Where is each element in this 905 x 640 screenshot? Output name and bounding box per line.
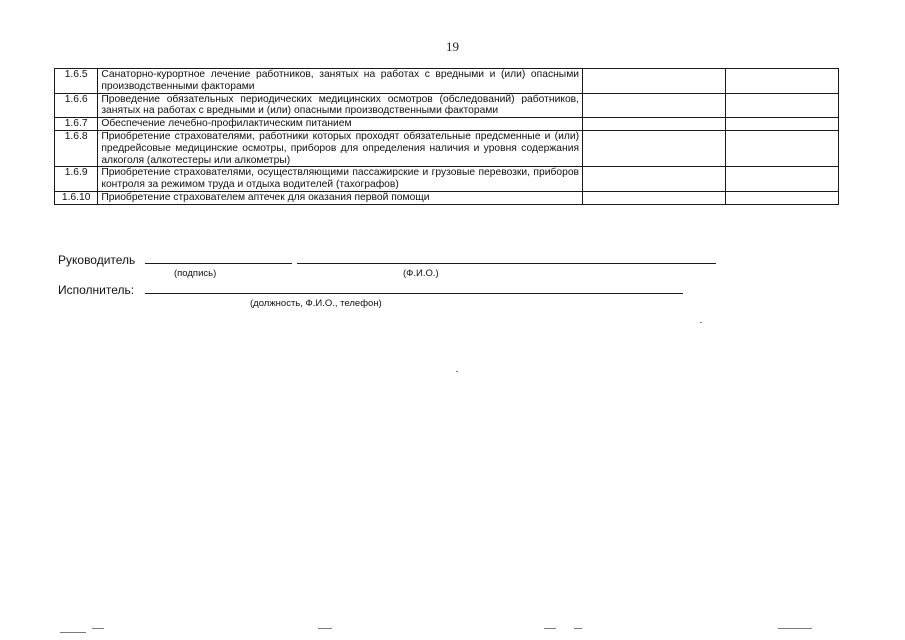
table-row [55,118,839,131]
name-hint: (Ф.И.О.) [403,268,439,279]
scan-speck [318,628,332,629]
row-cell-empty [726,93,839,118]
scan-speck [700,322,702,323]
row-description: Санаторно-курортное лечение работников, занятых на работах с вредными и (или) опасными производственными факторами [98,69,583,94]
row-description: Проведение обязательных периодических медицинских осмотров (обследований) работников, занятых на работах с вредными и (или) опасными производственными факторами [98,93,583,118]
signature-hint: (подпись) [174,268,217,279]
row-cell-empty [583,69,726,94]
row-number: 1.6.8 [55,130,98,166]
scan-speck [456,371,458,372]
row-cell-empty [583,167,726,192]
row-description: Приобретение страхователями, работники которых проходят обязательные предсменные и (или) предрейсовые медицинские осмотры, приборов для определения наличия и уровня содержания алкоголя (алкотестеры или алкометры) [98,130,583,166]
table-row [55,130,839,166]
page-number: 19 [446,39,459,54]
row-number: 1.6.5 [55,69,98,94]
executor-label: Исполнитель: [58,283,135,297]
manager-name-line [297,263,716,264]
table-row [55,167,839,192]
row-cell-empty [583,118,726,131]
table-row [55,93,839,118]
row-cell-empty [726,130,839,166]
row-description: Приобретение страхователем аптечек для оказания первой помощи [98,191,583,204]
scan-speck [92,628,104,629]
manager-signature-line [145,263,292,264]
row-cell-empty [583,130,726,166]
measures-table [54,68,839,205]
row-number: 1.6.9 [55,167,98,192]
manager-label: Руководитель [58,253,136,267]
row-cell-empty [726,191,839,204]
scan-speck [544,628,556,629]
table-row [55,69,839,94]
executor-line [145,293,683,294]
table-row [55,191,839,204]
row-cell-empty [726,69,839,94]
scan-speck [574,628,582,629]
scan-speck [60,632,86,633]
row-cell-empty [583,93,726,118]
row-cell-empty [583,191,726,204]
row-number: 1.6.10 [55,191,98,204]
row-number: 1.6.7 [55,118,98,131]
row-description: Приобретение страхователями, осуществляющими пассажирские и грузовые перевозки, приборов контроля за режимом труда и отдыха водителей (тахографов) [98,167,583,192]
row-description: Обеспечение лечебно-профилактическим питанием [98,118,583,131]
scan-speck [778,628,812,629]
row-cell-empty [726,167,839,192]
row-cell-empty [726,118,839,131]
row-number: 1.6.6 [55,93,98,118]
executor-hint: (должность, Ф.И.О., телефон) [250,298,382,309]
